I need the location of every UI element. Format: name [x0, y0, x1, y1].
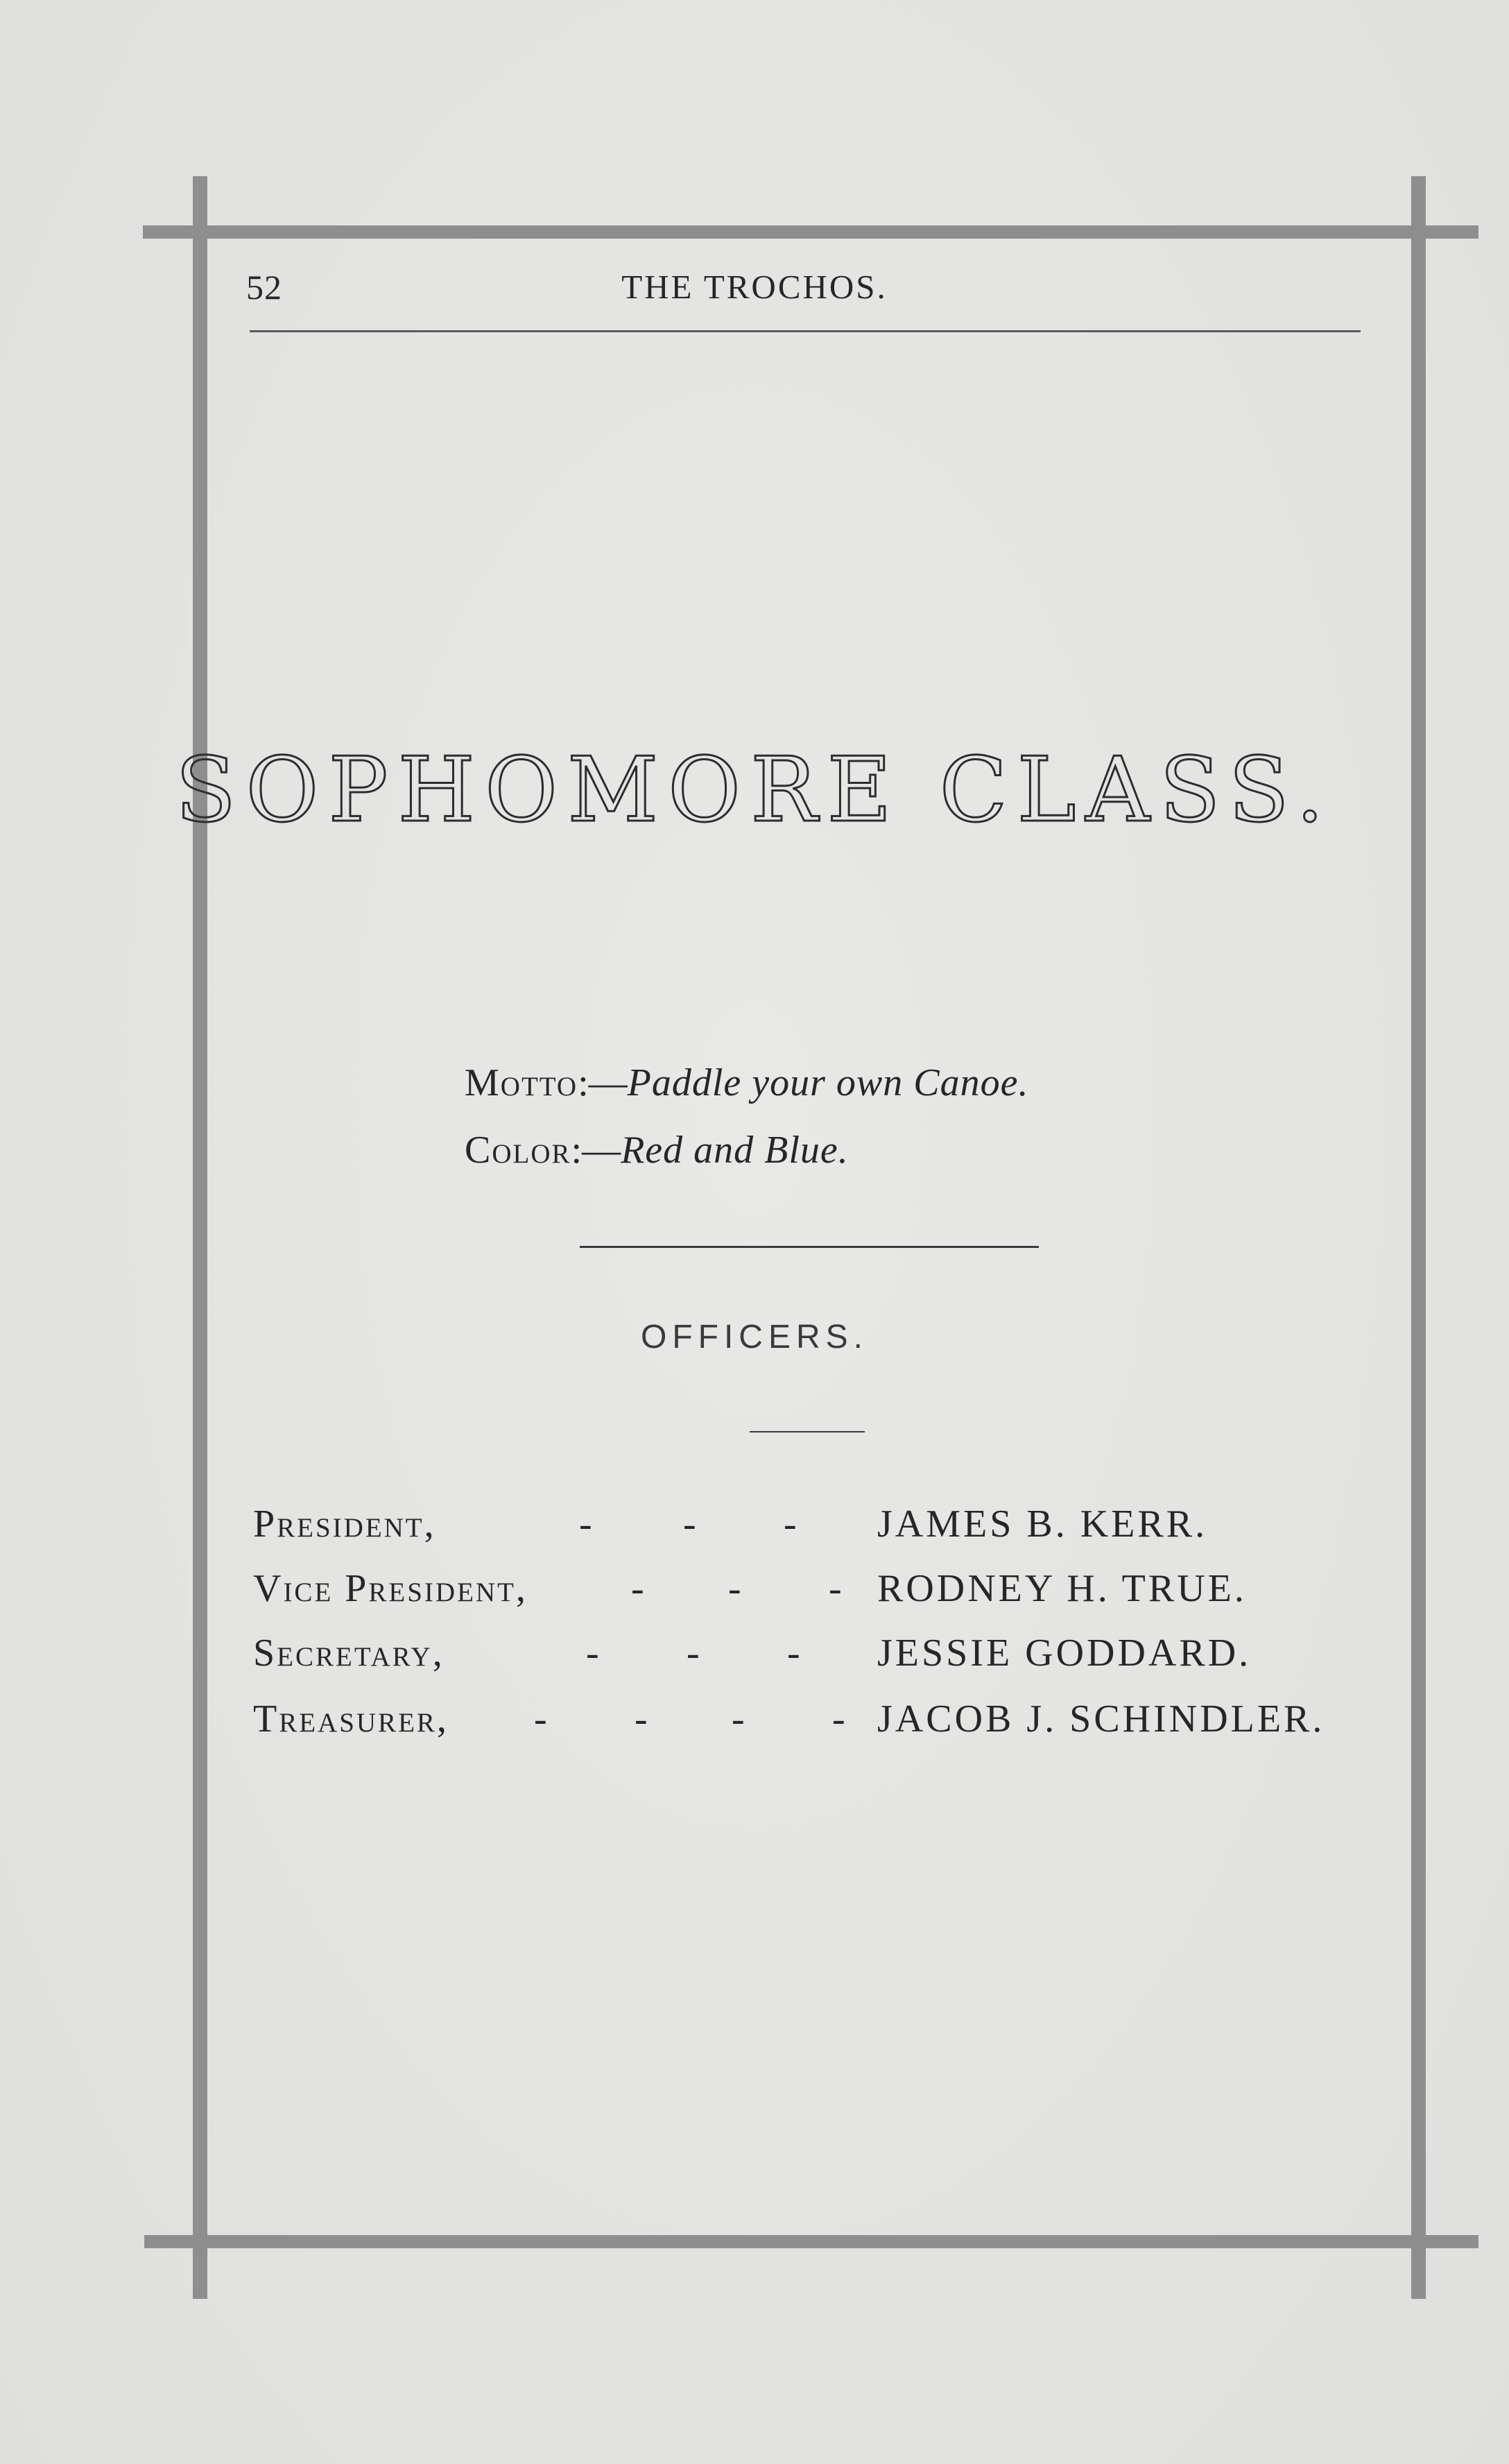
leader-dash: -: [635, 1697, 648, 1740]
officer-title: President,: [253, 1503, 436, 1546]
leader-dash: -: [631, 1567, 644, 1610]
officer-name: JESSIE GODDARD.: [877, 1632, 1252, 1675]
leader-dash: -: [732, 1697, 745, 1740]
leader-dash: -: [586, 1632, 599, 1675]
officer-title: Treasurer,: [253, 1697, 449, 1740]
motto-value: Paddle your own Canoe.: [627, 1061, 1029, 1104]
leader-dash: -: [784, 1503, 797, 1546]
officer-title: Vice President,: [253, 1567, 528, 1610]
page-border-right: [1411, 176, 1426, 2299]
leader-dash: -: [787, 1632, 800, 1675]
leader-dash: -: [579, 1503, 592, 1546]
color-separator: :—: [571, 1129, 621, 1172]
header-rule: [250, 330, 1361, 332]
leader-dash: -: [687, 1632, 700, 1675]
officer-row-treasurer: [0, 1697, 1509, 1752]
color-value: Red and Blue.: [621, 1129, 849, 1172]
leader-dash: -: [728, 1567, 741, 1610]
leader-dash: -: [829, 1567, 842, 1610]
motto-separator: :—: [578, 1061, 628, 1104]
motto-line: [465, 1063, 1028, 1102]
officer-name: RODNEY H. TRUE.: [877, 1567, 1247, 1610]
officer-row-secretary: [0, 1631, 1509, 1686]
officers-heading: OFFICERS.: [640, 1319, 868, 1355]
color-label: Color: [465, 1129, 571, 1172]
officer-row-vice-president: [0, 1566, 1509, 1622]
page-border-top: [143, 225, 1478, 239]
officer-name: JAMES B. KERR.: [877, 1503, 1208, 1546]
officers-divider: [750, 1431, 865, 1432]
color-line: [465, 1131, 849, 1170]
leader-dash: -: [832, 1697, 845, 1740]
page-number: 52: [246, 268, 282, 307]
page-border-left: [193, 176, 207, 2299]
officer-row-president: [0, 1502, 1509, 1557]
running-head: THE TROCHOS.: [621, 268, 888, 306]
officer-title: Secretary,: [253, 1632, 445, 1675]
motto-label: Motto: [465, 1061, 578, 1104]
leader-dash: -: [683, 1503, 696, 1546]
officer-name: JACOB J. SCHINDLER.: [877, 1697, 1325, 1740]
class-title: SOPHOMORE CLASS.: [175, 739, 1334, 842]
section-divider: [580, 1246, 1039, 1248]
leader-dash: -: [534, 1697, 547, 1740]
page-border-bottom: [144, 2235, 1478, 2248]
